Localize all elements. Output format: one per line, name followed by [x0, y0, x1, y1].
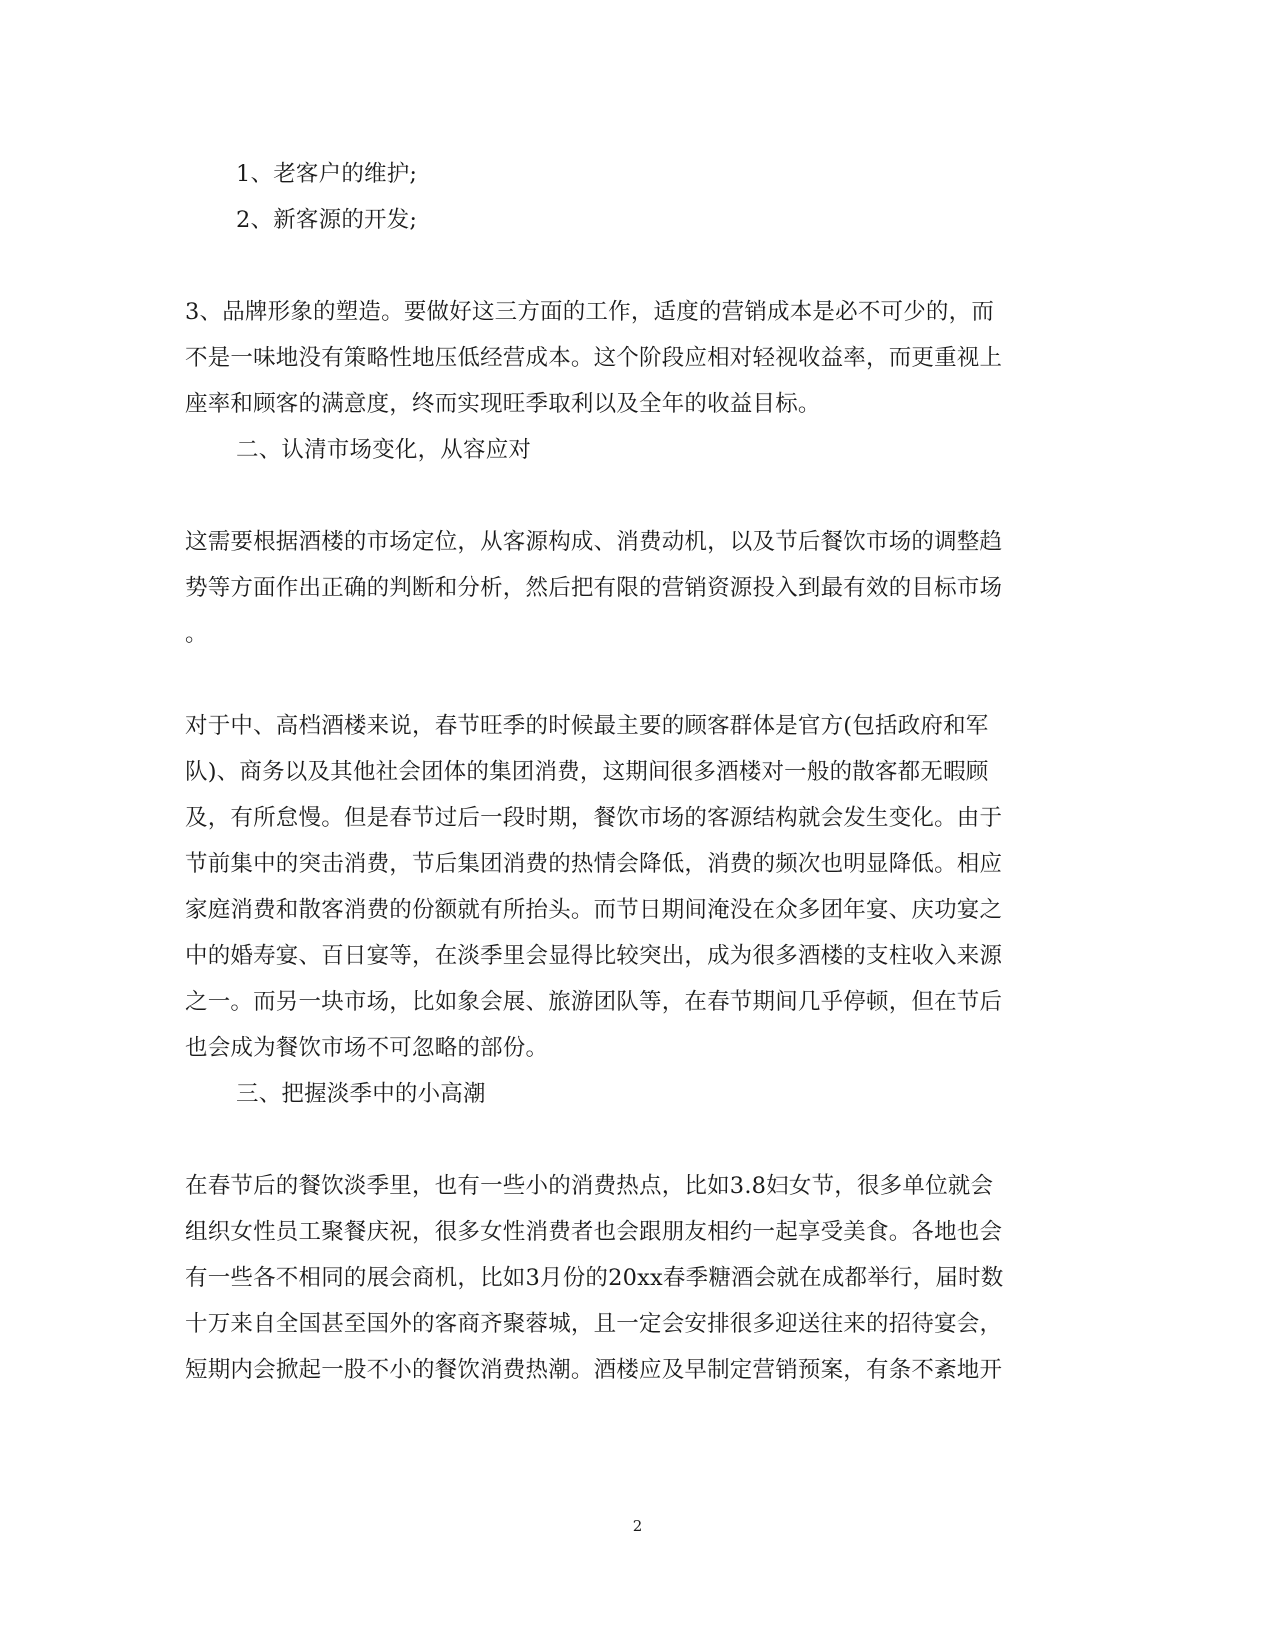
paragraph-line: 队)、商务以及其他社会团体的集团消费，这期间很多酒楼对一般的散客都无暇顾 — [185, 759, 989, 785]
paragraph-line: 组织女性员工聚餐庆祝，很多女性消费者也会跟朋友相约一起享受美食。各地也会 — [185, 1219, 1003, 1245]
paragraph-line: 及，有所怠慢。但是春节过后一段时期，餐饮市场的客源结构就会发生变化。由于 — [185, 805, 1003, 831]
paragraph-line: 。 — [185, 621, 208, 647]
paragraph-line: 对于中、高档酒楼来说，春节旺季的时候最主要的顾客群体是官方(包括政府和军 — [185, 713, 989, 739]
paragraph-line: 十万来自全国甚至国外的客商齐聚蓉城，且一定会安排很多迎送往来的招待宴会， — [185, 1311, 1003, 1337]
paragraph-line: 之一。而另一块市场，比如象会展、旅游团队等，在春节期间几乎停顿，但在节后 — [185, 989, 1003, 1015]
list-item-new-customers: 2、新客源的开发; — [236, 207, 418, 233]
paragraph-line: 势等方面作出正确的判断和分析，然后把有限的营销资源投入到最有效的目标市场 — [185, 575, 1003, 601]
paragraph-line: 也会成为餐饮市场不可忽略的部份。 — [185, 1035, 549, 1061]
section-heading-3: 三、把握淡季中的小高潮 — [236, 1081, 486, 1107]
section-heading-2: 二、认清市场变化，从容应对 — [236, 437, 532, 463]
page-number: 2 — [632, 1517, 643, 1535]
paragraph-line: 短期内会掀起一股不小的餐饮消费热潮。酒楼应及早制定营销预案，有条不紊地开 — [185, 1357, 1003, 1383]
paragraph-line: 这需要根据酒楼的市场定位，从客源构成、消费动机，以及节后餐饮市场的调整趋 — [185, 529, 1003, 555]
paragraph-line: 节前集中的突击消费，节后集团消费的热情会降低，消费的频次也明显降低。相应 — [185, 851, 1003, 877]
list-item-old-customers: 1、老客户的维护; — [236, 161, 418, 187]
paragraph-line: 中的婚寿宴、百日宴等，在淡季里会显得比较突出，成为很多酒楼的支柱收入来源 — [185, 943, 1003, 969]
paragraph-line: 有一些各不相同的展会商机，比如3月份的20xx春季糖酒会就在成都举行，届时数 — [185, 1265, 1004, 1291]
paragraph-line: 在春节后的餐饮淡季里，也有一些小的消费热点，比如3.8妇女节，很多单位就会 — [185, 1173, 994, 1199]
paragraph-line: 座率和顾客的满意度，终而实现旺季取利以及全年的收益目标。 — [185, 391, 821, 417]
paragraph-line: 不是一味地没有策略性地压低经营成本。这个阶段应相对轻视收益率，而更重视上 — [185, 345, 1003, 371]
paragraph-line: 家庭消费和散客消费的份额就有所抬头。而节日期间淹没在众多团年宴、庆功宴之 — [185, 897, 1003, 923]
paragraph-line: 3、品牌形象的塑造。要做好这三方面的工作，适度的营销成本是必不可少的，而 — [185, 299, 995, 325]
